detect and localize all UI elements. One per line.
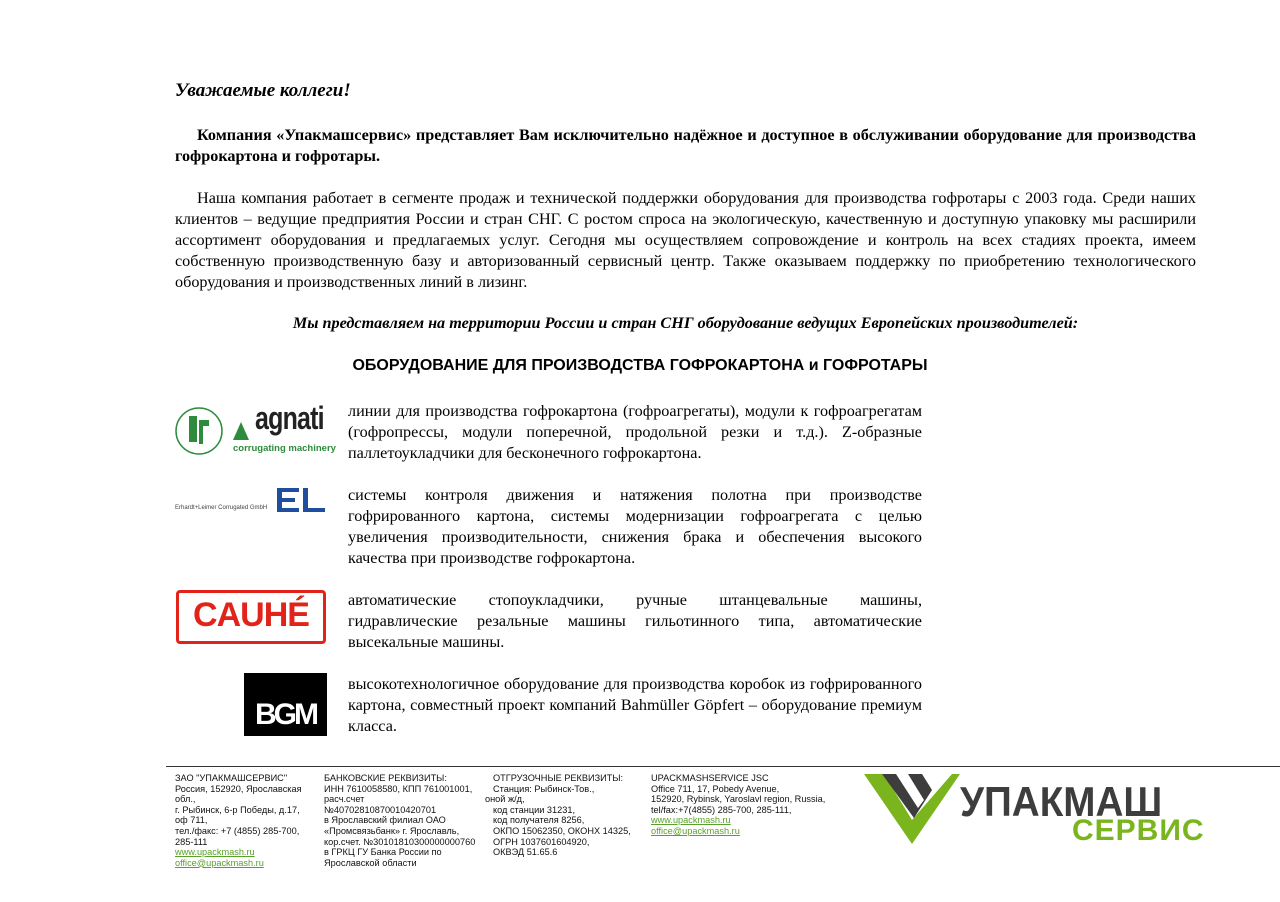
footer-line: г. Рыбинск, 6-р Победы, д.17, оф 711, — [175, 804, 300, 826]
footer-line: №40702810870010420701 — [324, 804, 437, 815]
agnati-wordmark: agnati — [255, 400, 324, 436]
footer-divider — [166, 766, 1280, 767]
footer-line: кор.счет. №30101810300000000760 — [324, 836, 476, 847]
footer-line: ОКВЭД 51.65.6 — [493, 847, 558, 858]
footer-line: UPACKMASHSERVICE JSC — [651, 773, 769, 783]
footer-line: в ГРКЦ ГУ Банка России по — [324, 847, 442, 858]
brand-chevron-icon — [862, 770, 962, 850]
footer-line: ЗАО "УПАКМАШСЕРВИС" — [175, 773, 288, 783]
supplier-4-description: высокотехнологичное оборудование для производства коробок из гофрированного картона, совместный проект компаний Bahmüller Göpfert – оборудование премиум класса. — [348, 675, 922, 735]
erhardt-leimer-name: Erhardt+Leimer Corrugated GmbH — [175, 505, 268, 511]
footer-line: ОТГРУЗОЧНЫЕ РЕКВИЗИТЫ: — [493, 773, 624, 783]
upakmash-service-logo — [862, 770, 1262, 852]
footer-line: «Промсвязьбанк» г. Ярославль, — [324, 825, 460, 836]
footer-english-details — [651, 773, 841, 837]
brand-name-line2: СЕРВИС — [1072, 814, 1205, 847]
supplier-3-description: автоматические стопоукладчики, ручные штанцевальные машины, гидравлические резальные машины гильотинного типа, автоматические высекальные машины. — [348, 591, 922, 651]
footer-line: код станции 31231, — [493, 804, 576, 815]
footer-bank-details — [324, 773, 484, 868]
section-title: ОБОРУДОВАНИЕ ДЛЯ ПРОИЗВОДСТВА ГОФРОКАРТОНА и ГОФРОТАРЫ — [352, 357, 928, 374]
supplier-2-description: системы контроля движения и натяжения полотна при производстве гофрированного картона, системы модернизации гофроагрегата с целью увеличения производительности, снижения брака и обеспечения высокого качества при производстве гофрокартона. — [348, 486, 922, 567]
footer-email-link[interactable]: office@upackmash.ru — [651, 825, 740, 836]
footer-line: tel/fax:+7(4855) 285-700, 285-111, — [651, 804, 792, 815]
supplier-1-description: линии для производства гофрокартона (гофроагрегаты), модули к гофроагрегатам (гофропрессы, модули поперечной, продольной резки и т.д.). Z-образные паллетоукладчики для бесконечного гофрокартона. — [348, 402, 922, 462]
bgm-wordmark: BGM — [255, 698, 316, 731]
footer-line: ИНН 7610058580, КПП 761001001, расч.счет — [324, 783, 473, 805]
footer-company-details — [175, 773, 310, 868]
footer-line: тел./факс: +7 (4855) 285-700, 285-111 — [175, 825, 300, 847]
footer-line: ОГРН 1037601604920, — [493, 836, 590, 847]
footer-email-link[interactable]: office@upackmash.ru — [175, 857, 264, 868]
bgm-logo — [244, 673, 327, 736]
agnati-tagline: corrugating machinery — [233, 443, 336, 454]
footer-website-link[interactable]: www.upackmash.ru — [651, 815, 731, 826]
brand-name-line1: УПАКМАШ — [960, 778, 1163, 825]
footer-line: 152920, Rybinsk, Yaroslavl region, Russia, — [651, 794, 826, 805]
letter-body-paragraph: Наша компания работает в сегменте продаж и технической поддержки оборудования для производства гофротары с 2003 года. Среди наших клиентов – ведущие предприятия России и стран СНГ. С ростом спроса на экологическую, качественную и доступную упаковку мы расширили ассортимент оборудования и предлагаемых услуг. Сегодня мы осуществляем сопровождение и контроль на всех стадиях проекта, имеем собственную производственную базу и авторизованный сервисный центр. Также оказываем поддержку по приобретению технологического оборудования и производственных линий в лизинг. — [175, 189, 1196, 291]
letter-lead-paragraph: Компания «Упакмашсервис» представляет Вам исключительно надёжное и доступное в обслуживании оборудование для производства гофрокартона и гофротары. — [175, 126, 1196, 165]
footer-website-link[interactable]: www.upackmash.ru — [175, 847, 255, 858]
letter-greeting: Уважаемые коллеги! — [175, 80, 351, 101]
cauhe-logo — [176, 590, 326, 644]
cauhe-wordmark: CAUHÉ — [193, 596, 309, 634]
footer-line: Ярославской области — [324, 857, 417, 868]
footer-line: Office 711, 17, Pobedy Avenue, — [651, 783, 780, 794]
footer-line: код получателя 8256, — [493, 815, 585, 826]
agnati-logo — [175, 400, 336, 462]
footer-line: Станция: Рыбинск-Тов., — [493, 783, 595, 794]
footer-line: оной ж/д, — [485, 794, 525, 805]
footer-line: Россия, 152920, Ярославская обл., — [175, 783, 302, 805]
footer-shipping-details — [485, 773, 635, 858]
footer-line: ОКПО 15062350, ОКОНХ 14325, — [493, 825, 631, 836]
footer-line: БАНКОВСКИЕ РЕКВИЗИТЫ: — [324, 773, 447, 783]
footer-line: в Ярославский филиал ОАО — [324, 815, 446, 826]
erhardt-leimer-logo — [175, 488, 327, 516]
el-mark-icon — [277, 488, 325, 514]
letter-intro: Мы представляем на территории России и стран СНГ оборудование ведущих Европейских производителей: — [292, 314, 1079, 332]
